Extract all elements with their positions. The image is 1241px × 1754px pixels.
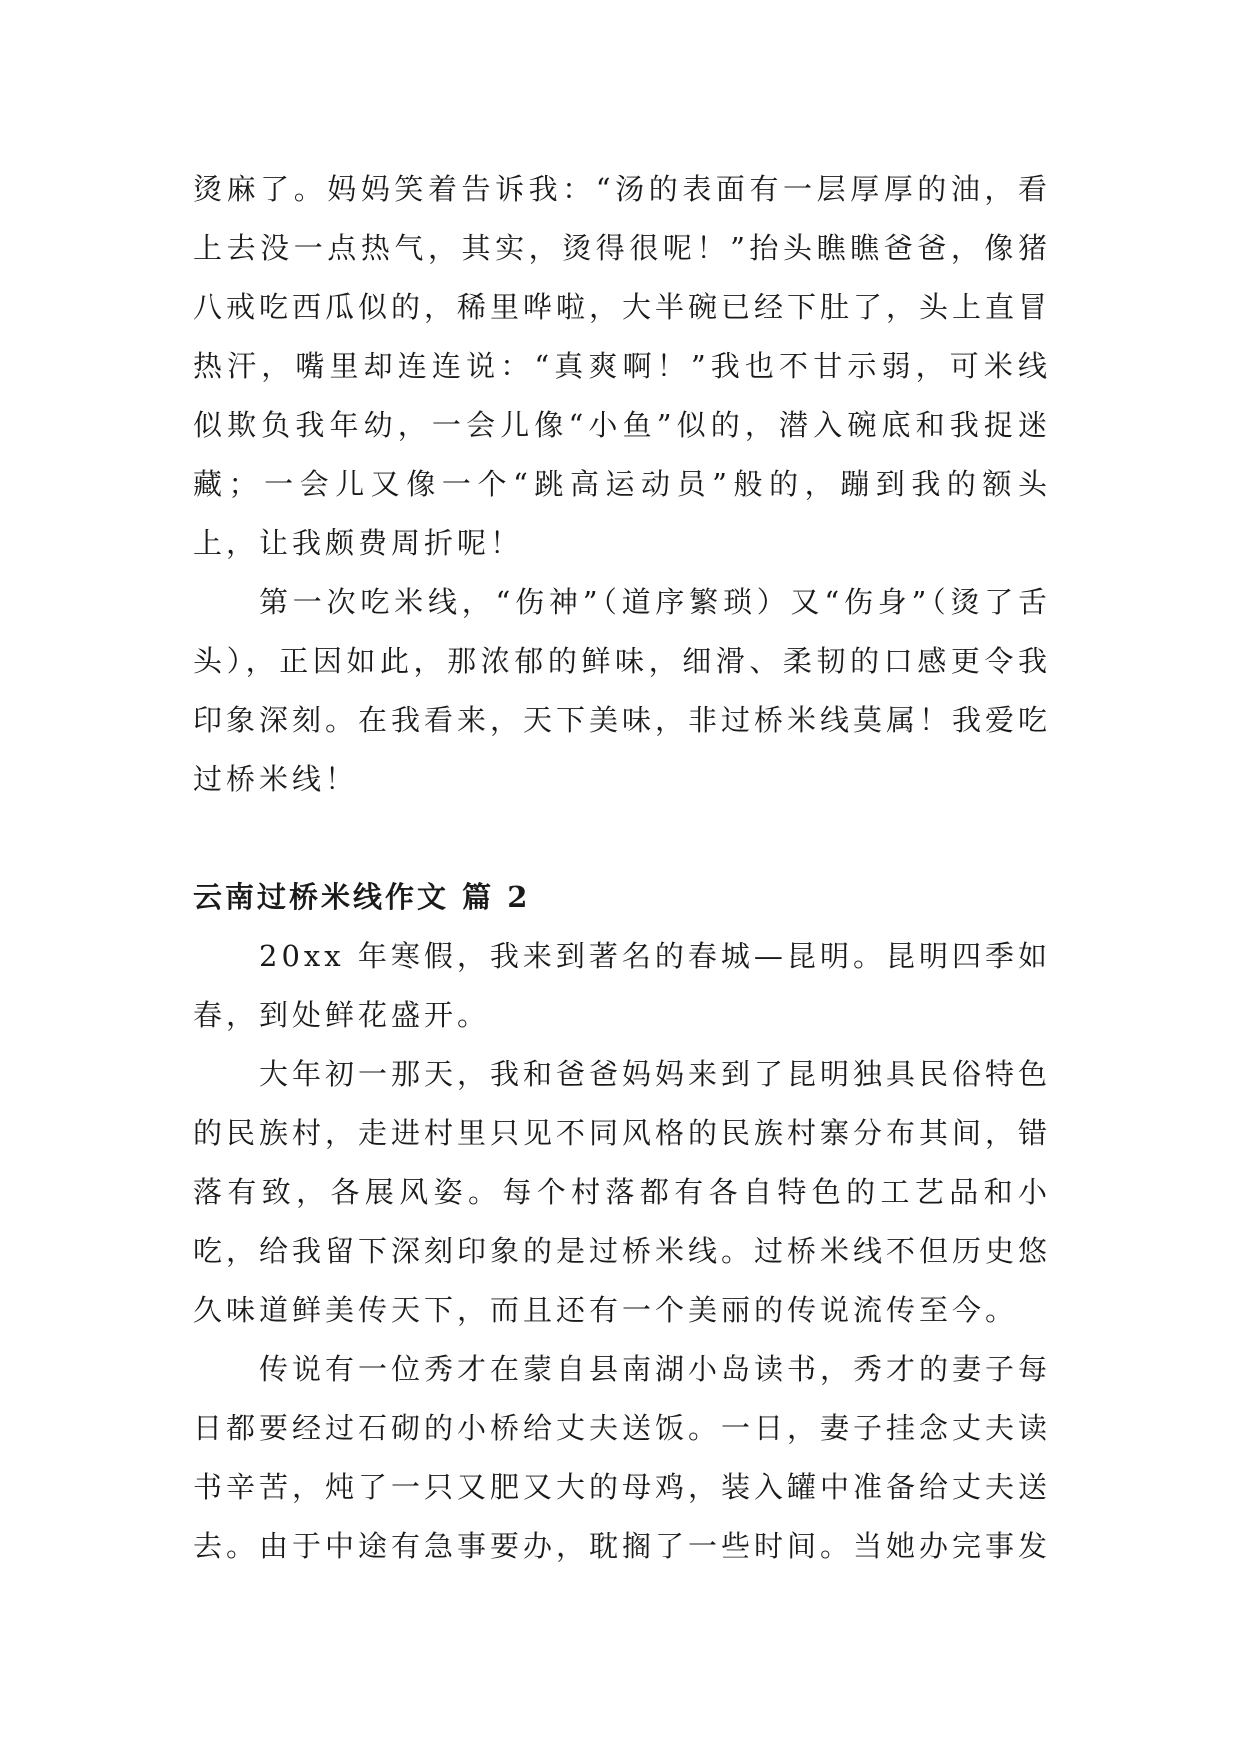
paragraph-continued: 烫麻了。妈妈笑着告诉我：“汤的表面有一层厚厚的油，看上去没一点热气，其实，烫得很呢！”抬头瞧瞧爸爸，像猪八戒吃西瓜似的，稀里哗啦，大半碗已经下肚了，头上直冒热汗，嘴里却连连说：“真爽啊！”我也不甘示弱，可米线似欺负我年幼，一会儿像“小鱼”似的，潜入碗底和我捉迷藏；一会儿又像一个“跳高运动员”般的，蹦到我的额头上，让我颇费周折呢！ bbox=[193, 172, 1052, 560]
document-page bbox=[193, 160, 1051, 1576]
paragraph-winter-vacation: 20xx 年寒假，我来到著名的春城—昆明。昆明四季如春，到处鲜花盛开。 bbox=[193, 939, 1051, 1032]
section-title: 云南过桥米线作文 篇 2 bbox=[193, 880, 531, 914]
paragraph-first-time-eating: 第一次吃米线，“伤神”（道序繁琐）又“伤身”（烫了舌头），正因如此，那浓郁的鲜味，细滑、柔韧的口感更令我印象深刻。在我看来，天下美味，非过桥米线莫属！我爱吃过桥米线！ bbox=[193, 585, 1052, 796]
paragraph-new-year-day: 大年初一那天，我和爸爸妈妈来到了昆明独具民俗特色的民族村，走进村里只见不同风格的民族村寨分布其间，错落有致，各展风姿。每个村落都有各自特色的工艺品和小吃，给我留下深刻印象的是过桥米线。过桥米线不但历史悠久味道鲜美传天下，而且还有一个美丽的传说流传至今。 bbox=[193, 1057, 1052, 1327]
paragraph-legend: 传说有一位秀才在蒙自县南湖小岛读书，秀才的妻子每日都要经过石砌的小桥给丈夫送饭。一日，妻子挂念丈夫读书辛苦，炖了一只又肥又大的母鸡，装入罐中准备给丈夫送去。由于中途有急事要办，耽搁了一些时间。当她办完事发 bbox=[193, 1352, 1052, 1563]
